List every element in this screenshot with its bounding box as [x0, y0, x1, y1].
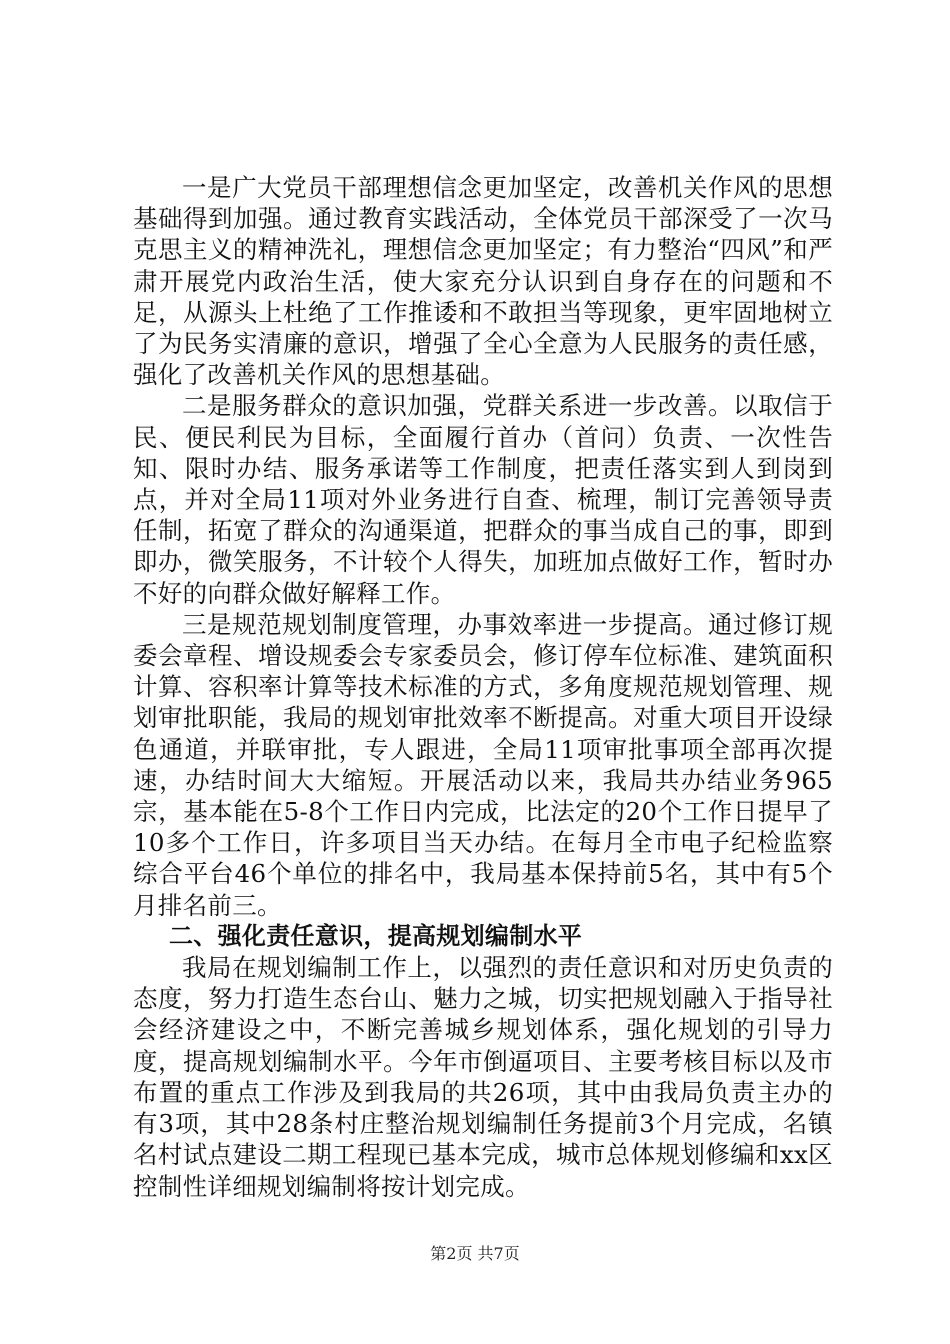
document-body: [133, 172, 833, 1202]
paragraph-4: 我局在规划编制工作上，以强烈的责任意识和对历史负责的态度，努力打造生态台山、魅力之城，切实把规划融入于指导社会经济建设之中，不断完善城乡规划体系，强化规划的引导力度，提高规划编制水平。今年市倒逼项目、主要考核目标以及市布置的重点工作涉及到我局的共26项，其中由我局负责主办的有3项，其中28条村庄整治规划编制任务提前3个月完成，名镇名村试点建设二期工程现已基本完成，城市总体规划修编和xx区控制性详细规划编制将按计划完成。: [133, 953, 833, 1201]
paragraph-1: 一是广大党员干部理想信念更加坚定，改善机关作风的思想基础得到加强。通过教育实践活动，全体党员干部深受了一次马克思主义的精神洗礼，理想信念更加坚定；有力整治“四风”和严肃开展党内政治生活，使大家充分认识到自身存在的问题和不足，从源头上杜绝了工作推诿和不敢担当等现象，更牢固地树立了为民务实清廉的意识，增强了全心全意为人民服务的责任感，强化了改善机关作风的思想基础。: [133, 173, 833, 390]
paragraph-2: 二是服务群众的意识加强，党群关系进一步改善。以取信于民、便民利民为目标，全面履行首办（首问）负责、一次性告知、限时办结、服务承诺等工作制度，把责任落实到人到岗到点，并对全局11项对外业务进行自查、梳理，制订完善领导责任制，拓宽了群众的沟通渠道，把群众的事当成自己的事，即到即办，微笑服务，不计较个人得失，加班加点做好工作，暂时办不好的向群众做好解释工作。: [133, 391, 833, 608]
section-heading: 二、强化责任意识，提高规划编制水平: [169, 921, 583, 950]
page-footer: 第2页 共7页: [430, 1244, 520, 1263]
paragraph-3: 三是规范规划制度管理，办事效率进一步提高。通过修订规委会章程、增设规委会专家委员会，修订停车位标准、建筑面积计算、容积率计算等技术标准的方式，多角度规范规划管理、规划审批职能，我局的规划审批效率不断提高。对重大项目开设绿色通道，并联审批，专人跟进，全局11项审批事项全部再次提速，办结时间大大缩短。开展活动以来，我局共办结业务965宗，基本能在5-8个工作日内完成，比法定的20个工作日提早了10多个工作日，许多项目当天办结。在每月全市电子纪检监察综合平台46个单位的排名中，我局基本保持前5名，其中有5个月排名前三。: [133, 609, 833, 920]
